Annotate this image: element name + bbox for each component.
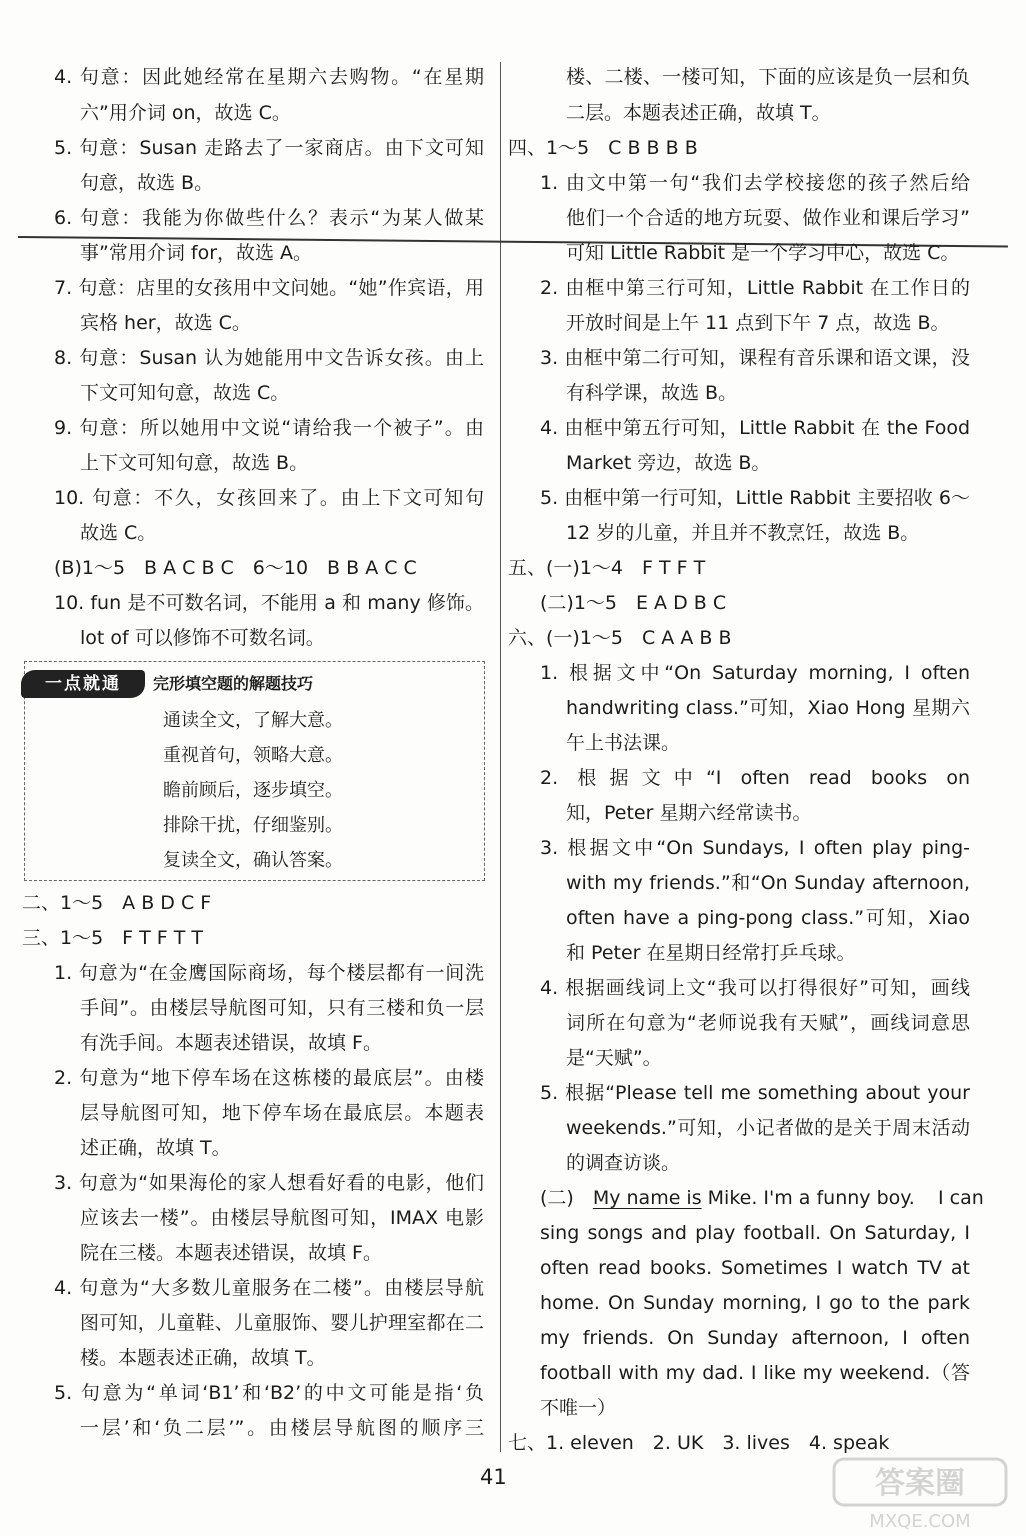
- text-line: 午上书法课。: [566, 732, 681, 754]
- text-line: 2. 句意为“地下停车场在这栋楼的最底层”。由楼: [54, 1067, 484, 1089]
- text-line: 12 岁的儿童，并且并不教烹饪，故选 B。: [566, 522, 920, 544]
- text-line: I can: [938, 1187, 984, 1209]
- svg-text:答案圈: 答案圈: [875, 1466, 965, 1501]
- text-line: 不唯一）: [540, 1397, 617, 1419]
- essay-label: (二): [540, 1187, 593, 1209]
- tip-line: 通读全文，了解大意。: [163, 710, 343, 731]
- text-line: 应该去一楼”。由楼层导航图可知，IMAX 电影: [80, 1207, 484, 1229]
- text-line: 3. 由框中第二行可知，课程有音乐课和语文课，没: [540, 347, 970, 369]
- text-line: 1. 由文中第一句“我们去学校接您的孩子然后给: [540, 172, 970, 194]
- tip-line: 排除干扰，仔细鉴别。: [163, 815, 343, 836]
- text-line: 4. 句意为“大多数儿童服务在二楼”。由楼层导航: [54, 1277, 484, 1299]
- text-line: handwriting class.”可知，Xiao Hong 星期六: [566, 697, 970, 719]
- tip-box: [24, 661, 485, 881]
- text-line: often read books. Sometimes I watch TV at: [540, 1257, 970, 1279]
- text-line: 9. 句意：所以她用中文说“请给我一个被子”。由: [54, 417, 484, 439]
- text-line: 故选 C。: [80, 522, 157, 544]
- text-line: 楼、二楼、一楼可知，下面的应该是负一层和负: [566, 66, 970, 88]
- text-line: 1. 句意为“在金鹰国际商场，每个楼层都有一间洗: [54, 962, 484, 984]
- text-line: 1. 根据文中“On Saturday morning, I often: [540, 662, 970, 684]
- tip-line: 复读全文，确认答案。: [163, 850, 343, 871]
- text-line: 院在三楼。本题表述错误，故填 F。: [80, 1242, 382, 1264]
- essay-rest: Mike. I'm a funny boy.: [701, 1187, 915, 1209]
- text-line: 七、1. eleven 2. UK 3. lives 4. speak: [508, 1432, 890, 1454]
- text-line: with my friends.”和“On Sunday afternoon,: [566, 872, 970, 894]
- tip-title: 完形填空题的解题技巧: [153, 674, 314, 693]
- text-line: 二、1～5 A B D C F: [22, 892, 212, 914]
- text-line: 开放时间是上午 11 点到下午 7 点，故选 B。: [566, 312, 950, 334]
- watermark-logo: [830, 1455, 1010, 1533]
- text-line: 层导航图可知，地下停车场在最底层。本题表: [80, 1102, 484, 1124]
- text-line: 8. 句意：Susan 认为她能用中文告诉女孩。由上: [54, 347, 484, 369]
- text-line: 3. 根据文中“On Sundays, I often play ping-: [540, 837, 970, 859]
- text-line: 是“天赋”。: [566, 1047, 662, 1069]
- text-line: home. On Sunday morning, I go to the park: [540, 1292, 970, 1314]
- text-line: 和 Peter 在星期日经常打乒乓球。: [566, 942, 856, 964]
- text-line: 2. 根据文中“I often read books on: [540, 767, 970, 789]
- text-line: 上下文可知句意，故选 B。: [80, 452, 309, 474]
- text-line: 他们一个合适的地方玩耍、做作业和课后学习”: [566, 207, 970, 229]
- text-line: 二层。本题表述正确，故填 T。: [566, 102, 831, 124]
- text-line: often have a ping-pong class.”可知，Xiao: [566, 907, 970, 929]
- text-line: 一层’和‘负二层’”。由楼层导航图的顺序三: [80, 1417, 484, 1439]
- svg-text:MXQE.COM: MXQE.COM: [869, 1511, 971, 1532]
- text-line: 10. fun 是不可数名词，不能用 a 和 many 修饰。: [54, 592, 484, 614]
- text-line: my friends. On Sunday afternoon, I often: [540, 1327, 970, 1349]
- text-line: 5. 句意：Susan 走路去了一家商店。由下文可知: [54, 137, 484, 159]
- text-line: 五、(一)1～4 F T F T: [508, 557, 706, 579]
- column-divider: [500, 62, 501, 1452]
- text-line: 2. 由框中第三行可知，Little Rabbit 在工作日的: [540, 277, 970, 299]
- text-line: 事”常用介词 for，故选 A。: [80, 242, 313, 264]
- text-line: 六”用介词 on，故选 C。: [80, 102, 291, 124]
- text-line: Market 旁边，故选 B。: [566, 452, 771, 474]
- text-line: 六、(一)1～5 C A A B B: [508, 627, 732, 649]
- text-line: football with my dad. I like my weekend.（答: [540, 1362, 970, 1384]
- text-line: lot of 可以修饰不可数名词。: [80, 627, 325, 649]
- essay-first-line: [540, 1181, 915, 1215]
- text-line: 4. 句意：因此她经常在星期六去购物。“在星期: [54, 66, 484, 88]
- text-line: 有洗手间。本题表述错误，故填 F。: [80, 1032, 382, 1054]
- text-line: 的调查访谈。: [566, 1152, 681, 1174]
- text-line: 有科学课，故选 B。: [566, 382, 738, 404]
- page-number: 41: [480, 1465, 507, 1489]
- text-line: 知，Peter 星期六经常读书。: [566, 802, 812, 824]
- text-line: (二)1～5 E A D B C: [540, 592, 727, 614]
- text-line: 5. 句意为“单词‘B1’和‘B2’的中文可能是指‘负: [54, 1382, 484, 1404]
- text-line: 四、1～5 C B B B B: [508, 137, 698, 159]
- text-line: 可知 Little Rabbit 是一个学习中心，故选 C。: [566, 242, 960, 264]
- text-line: 词所在句意为“老师说我有天赋”，画线词意思: [566, 1012, 970, 1034]
- tip-line: 重视首句，领略大意。: [163, 745, 343, 766]
- tip-badge: 一点就通: [21, 670, 145, 698]
- text-line: 下文可知句意，故选 C。: [80, 382, 290, 404]
- text-line: 6. 句意：我能为你做些什么？表示“为某人做某: [54, 207, 484, 229]
- text-line: 句意，故选 B。: [80, 172, 214, 194]
- text-line: weekends.”可知，小记者做的是关于周末活动: [566, 1117, 970, 1139]
- text-line: 4. 根据画线词上文“我可以打得很好”可知，画线: [540, 977, 970, 999]
- tip-line: 瞻前顾后，逐步填空。: [163, 780, 343, 801]
- text-line: 5. 根据“Please tell me something about your: [540, 1082, 970, 1104]
- text-line: 述正确，故填 T。: [80, 1137, 231, 1159]
- text-line: (B)1～5 B A C B C 6～10 B B A C C: [54, 557, 417, 579]
- text-line: 3. 句意为“如果海伦的家人想看好看的电影，他们: [54, 1172, 484, 1194]
- text-line: 手间”。由楼层导航图可知，只有三楼和负一层: [80, 997, 484, 1019]
- text-line: 三、1～5 F T F T T: [22, 927, 204, 949]
- underlined-phrase: My name is: [592, 1187, 702, 1209]
- text-line: 5. 由框中第一行可知，Little Rabbit 主要招收 6～: [540, 487, 970, 509]
- text-line: 楼。本题表述正确，故填 T。: [80, 1347, 326, 1369]
- text-line: sing songs and play football. On Saturday, I: [540, 1222, 970, 1244]
- text-line: 宾格 her，故选 C。: [80, 312, 251, 334]
- text-line: 7. 句意：店里的女孩用中文问她。“她”作宾语，用: [54, 277, 484, 299]
- text-line: 10. 句意：不久，女孩回来了。由上下文可知句: [54, 487, 484, 509]
- text-line: 图可知，儿童鞋、儿童服饰、婴儿护理室都在二: [80, 1312, 484, 1334]
- text-line: 4. 由框中第五行可知，Little Rabbit 在 the Food: [540, 417, 970, 439]
